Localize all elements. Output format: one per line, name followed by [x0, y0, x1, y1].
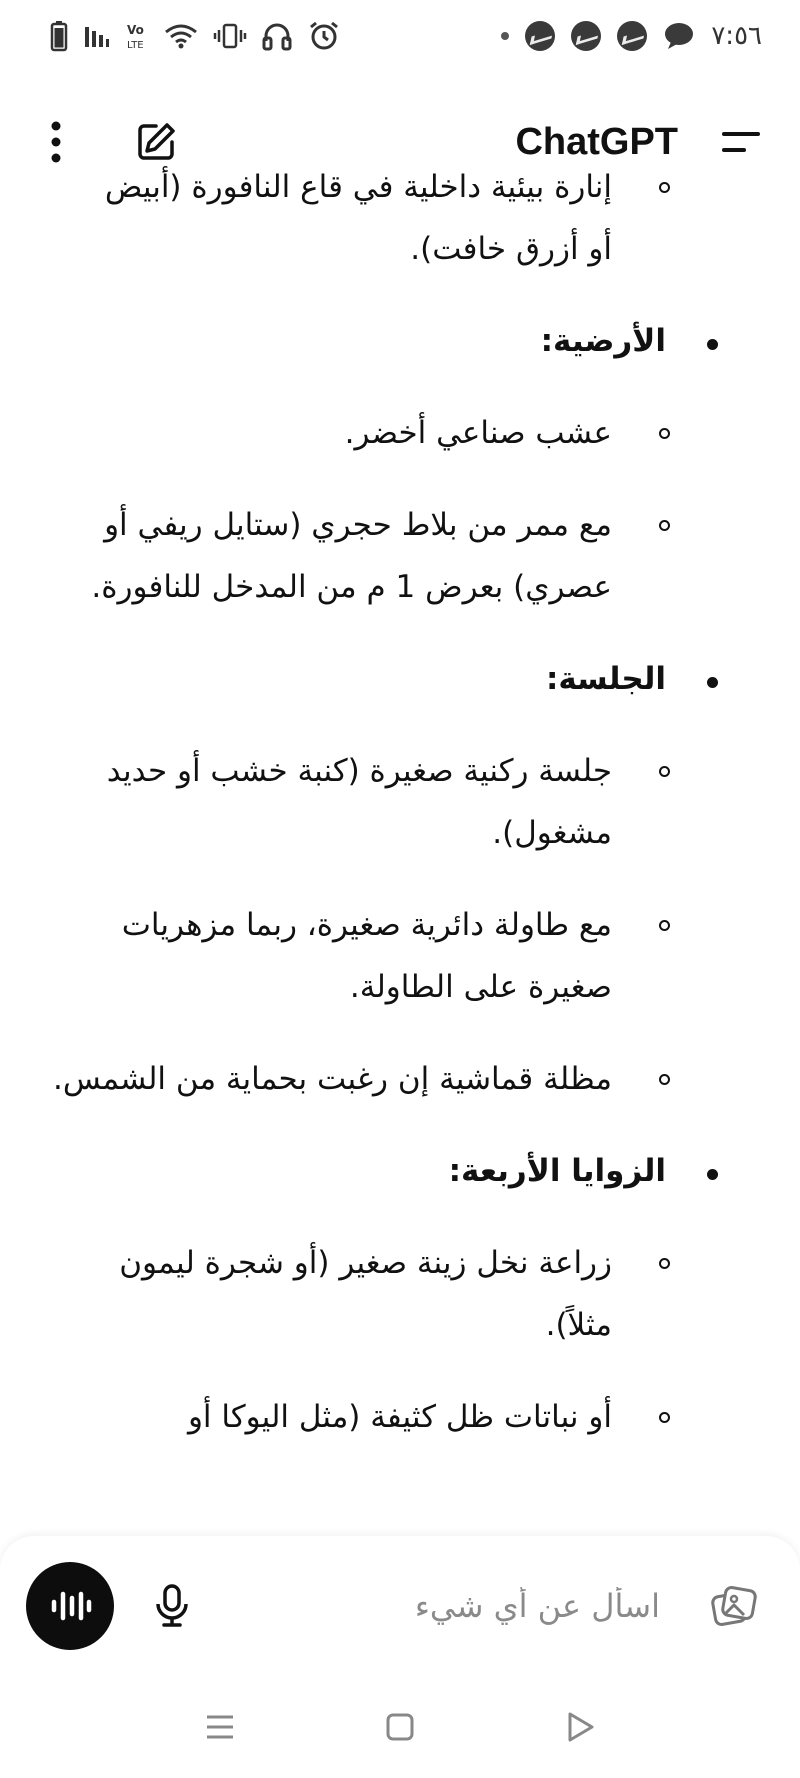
signal-icon: [84, 18, 110, 54]
status-time: ٧:٥٦: [711, 21, 762, 51]
list-item: عشب صناعي أخضر.: [50, 402, 722, 464]
messenger-icon: [617, 21, 647, 51]
section-heading: الأرضية:: [50, 310, 722, 372]
svg-text:Vo: Vo: [127, 23, 144, 37]
menu-icon[interactable]: [720, 127, 762, 157]
app-title[interactable]: ChatGPT: [515, 120, 678, 163]
composer-bar: [0, 1536, 800, 1676]
volte-icon: [126, 18, 148, 54]
bullet-icon: [707, 339, 718, 350]
hollow-bullet-icon: [659, 766, 670, 777]
composer-left-actions: [26, 1562, 190, 1650]
notification-dot-icon: [501, 32, 509, 40]
wifi-icon: [164, 18, 198, 54]
status-bar: [0, 0, 800, 72]
headphones-icon: [262, 18, 292, 54]
status-left-icons: [50, 18, 340, 54]
recent-apps-icon[interactable]: [204, 1712, 236, 1742]
home-icon[interactable]: [384, 1711, 416, 1743]
composer-right: [328, 1583, 760, 1629]
bullet-icon: [707, 677, 718, 688]
messenger-icon: [571, 21, 601, 51]
voice-waveform-icon: [48, 1586, 92, 1626]
hollow-bullet-icon: [659, 182, 670, 193]
hollow-bullet-icon: [659, 1074, 670, 1085]
battery-icon: [50, 18, 68, 54]
section-heading: الجلسة:: [50, 648, 722, 710]
messenger-icon: [525, 21, 555, 51]
status-right-icons: [501, 18, 762, 54]
list-item: مع طاولة دائرية صغيرة، ربما مزهريات صغيرة على الطاولة.: [50, 894, 722, 1018]
assistant-message: [50, 169, 722, 1478]
alarm-icon: [308, 18, 340, 54]
partial-line-end: أو أزرق خافت).: [410, 231, 612, 267]
list-item: جلسة ركنية صغيرة (كنبة خشب أو حديد مشغول).: [50, 740, 722, 864]
svg-text:LTE: LTE: [127, 40, 144, 51]
vibrate-icon: [214, 18, 246, 54]
system-nav-bar: [0, 1676, 800, 1778]
hollow-bullet-icon: [659, 1258, 670, 1269]
hollow-bullet-icon: [659, 1412, 670, 1423]
prompt-input[interactable]: [328, 1586, 662, 1626]
hollow-bullet-icon: [659, 920, 670, 931]
list-item: [50, 156, 722, 280]
section-heading: الزوايا الأربعة:: [50, 1140, 722, 1202]
microphone-icon[interactable]: [154, 1583, 190, 1629]
bullet-icon: [707, 1169, 718, 1180]
list-item: أو نباتات ظل كثيفة (مثل اليوكا أو: [50, 1386, 722, 1448]
hollow-bullet-icon: [659, 520, 670, 531]
voice-mode-button[interactable]: [26, 1562, 114, 1650]
list-item: زراعة نخل زينة صغير (أو شجرة ليمون مثلاً).: [50, 1232, 722, 1356]
list-item: مظلة قماشية إن رغبت بحماية من الشمس.: [50, 1048, 722, 1110]
hollow-bullet-icon: [659, 428, 670, 439]
partial-line: إنارة بيئية داخلية في قاع النافورة (أبيض: [104, 169, 612, 205]
chat-content[interactable]: [0, 169, 800, 1536]
chat-bubble-icon: [663, 18, 695, 54]
back-icon[interactable]: [564, 1710, 596, 1744]
image-gallery-icon[interactable]: [710, 1583, 760, 1629]
list-item: مع ممر من بلاط حجري (ستايل ريفي أو عصري) بعرض 1 م من المدخل للنافورة.: [50, 494, 722, 618]
